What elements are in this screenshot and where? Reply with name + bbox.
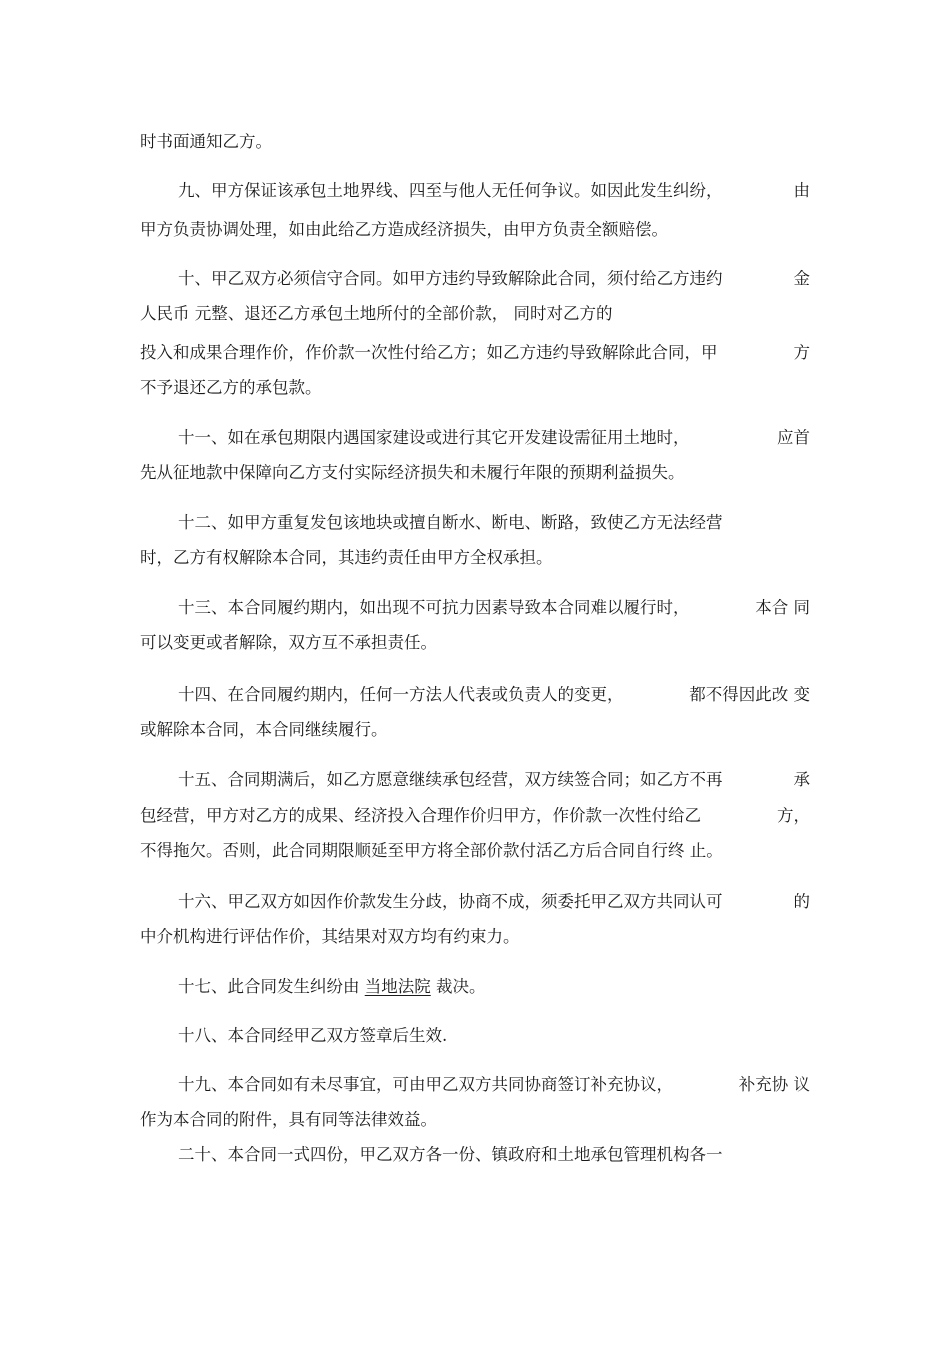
- clause-16-line-1: 十六、甲乙双方如因作价款发生分歧，协商不成，须委托甲乙双方共同认可 的: [178, 892, 810, 911]
- clause-12-line-1: 十二、如甲方重复发包该地块或擅自断水、断电、断路，致使乙方无法经营: [178, 513, 723, 532]
- clause-11-line-1: 十一、如在承包期限内遇国家建设或进行其它开发建设需征用土地时， 应首: [178, 428, 810, 447]
- clause-15-line-2: 包经营，甲方对乙方的成果、经济投入合理作价归甲方，作价款一次性付给乙 方，: [140, 806, 810, 825]
- clause-11-line-2: 先从征地款中保障向乙方支付实际经济损失和未履行年限的预期利益损失。: [140, 463, 685, 482]
- paragraph-line: 时书面通知乙方。: [140, 132, 272, 151]
- clause-15-line-1: 十五、合同期满后，如乙方愿意继续承包经营，双方续签合同；如乙方不再 承: [178, 770, 810, 789]
- clause-18-line: 十八、本合同经甲乙双方签章后生效.: [178, 1026, 448, 1045]
- clause-9-line-2: 甲方负责协调处理，如由此给乙方造成经济损失，由甲方负责全额赔偿。: [140, 220, 668, 239]
- clause-14-line-1: 十四、在合同履约期内，任何一方法人代表或负责人的变更， 都不得因此改 变: [178, 685, 810, 704]
- clause-13-line-1: 十三、本合同履约期内，如出现不可抗力因素导致本合同难以履行时， 本合 同: [178, 598, 810, 617]
- clause-15-line-3: 不得拖欠。否则，此合同期限顺延至甲方将全部价款付活乙方后合同自行终 止。: [140, 841, 723, 860]
- clause-17-line: 十七、此合同发生纠纷由 当地法院 裁决。: [178, 977, 486, 996]
- clause-12-line-2: 时，乙方有权解除本合同，其违约责任由甲方全权承担。: [140, 548, 553, 567]
- clause-10-line-2: 人民币 元整、退还乙方承包土地所付的全部价款， 同时对乙方的: [140, 304, 613, 323]
- court-name: 当地法院: [364, 977, 431, 996]
- clause-10-line-1: 十、甲乙双方必须信守合同。如甲方违约导致解除此合同，须付给乙方违约 金: [178, 269, 810, 288]
- clause-20-line-1: 二十、本合同一式四份，甲乙双方各一份、镇政府和土地承包管理机构各一: [178, 1145, 723, 1164]
- clause-14-line-2: 或解除本合同，本合同继续履行。: [140, 720, 388, 739]
- clause-10-line-4: 不予退还乙方的承包款。: [140, 378, 322, 397]
- clause-19-line-2: 作为本合同的附件，具有同等法律效益。: [140, 1110, 437, 1129]
- clause-10-line-3: 投入和成果合理作价，作价款一次性付给乙方；如乙方违约导致解除此合同，甲 方: [140, 343, 810, 362]
- clause-19-line-1: 十九、本合同如有未尽事宜，可由甲乙双方共同协商签订补充协议， 补充协 议: [178, 1075, 810, 1094]
- clause-9-line-1: 九、甲方保证该承包土地界线、四至与他人无任何争议。如因此发生纠纷， 由: [178, 181, 810, 200]
- clause-16-line-2: 中介机构进行评估作价，其结果对双方均有约束力。: [140, 927, 520, 946]
- clause-13-line-2: 可以变更或者解除，双方互不承担责任。: [140, 633, 437, 652]
